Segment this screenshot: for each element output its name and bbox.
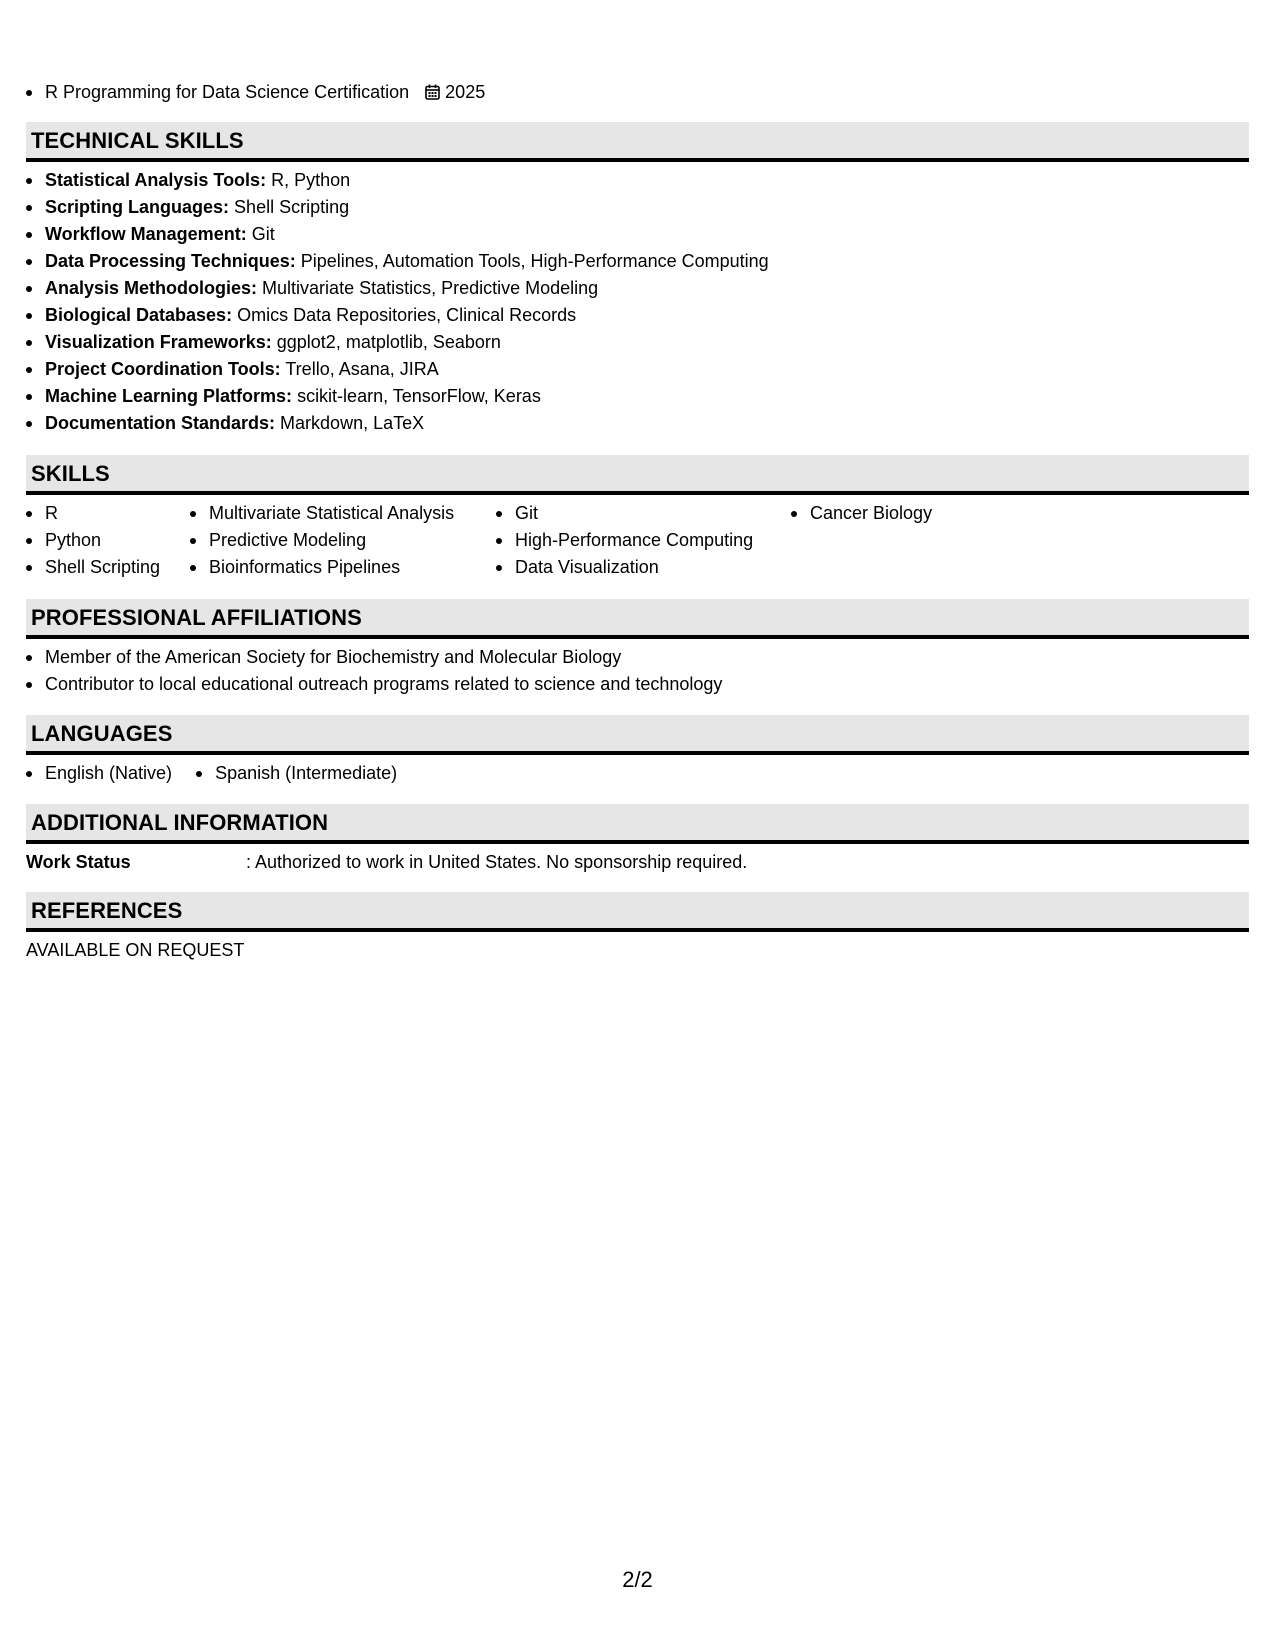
additional-info-title: ADDITIONAL INFORMATION: [31, 810, 329, 835]
technical-skill-item: [26, 356, 769, 383]
skill-value: Multivariate Statistics, Predictive Modeling: [262, 278, 599, 298]
skill-value: Trello, Asana, JIRA: [285, 359, 439, 379]
skill-item: Shell Scripting: [26, 554, 160, 581]
skills-column: [496, 500, 753, 581]
work-status-value: : Authorized to work in United States. No sponsorship required.: [246, 852, 748, 872]
skill-value: scikit-learn, TensorFlow, Keras: [297, 386, 541, 406]
language-item: Spanish (Intermediate): [196, 760, 397, 787]
skill-value: Shell Scripting: [234, 197, 350, 217]
skill-label: Machine Learning Platforms:: [45, 386, 293, 406]
skills-column: [26, 500, 160, 581]
affiliation-item: Contributor to local educational outreach programs related to science and technology: [26, 671, 722, 698]
skill-value: R, Python: [271, 170, 351, 190]
references-text: AVAILABLE ON REQUEST: [26, 940, 245, 960]
additional-info-heading: [26, 804, 1249, 844]
certification-item: [26, 79, 485, 108]
calendar-icon: [425, 81, 440, 108]
skills-column: [791, 500, 932, 527]
technical-skills-title: TECHNICAL SKILLS: [31, 128, 244, 153]
skill-value: ggplot2, matplotlib, Seaborn: [276, 332, 501, 352]
skill-item: Cancer Biology: [791, 500, 932, 527]
skill-item: Multivariate Statistical Analysis: [190, 500, 454, 527]
languages-list: [26, 760, 416, 787]
skill-label: Analysis Methodologies:: [45, 278, 258, 298]
technical-skill-item: [26, 221, 769, 248]
skill-value: Pipelines, Automation Tools, High-Performance Computing: [300, 251, 769, 271]
technical-skill-item: [26, 194, 769, 221]
skill-label: Scripting Languages:: [45, 197, 230, 217]
references-heading: [26, 892, 1249, 932]
affiliations-title: PROFESSIONAL AFFILIATIONS: [31, 605, 362, 630]
skill-item: Python: [26, 527, 160, 554]
technical-skills-list: [26, 167, 769, 437]
skill-item: R: [26, 500, 160, 527]
page-number: 2/2: [622, 1567, 653, 1592]
affiliation-item: Member of the American Society for Biochemistry and Molecular Biology: [26, 644, 722, 671]
skill-value: Git: [251, 224, 275, 244]
certification-title: R Programming for Data Science Certification: [45, 82, 410, 102]
technical-skill-item: [26, 383, 769, 410]
skills-title: SKILLS: [31, 461, 110, 486]
skill-item: Git: [496, 500, 753, 527]
skill-value: Omics Data Repositories, Clinical Records: [237, 305, 577, 325]
certification-list: [26, 79, 485, 108]
certification-year: 2025: [445, 82, 486, 102]
technical-skill-item: [26, 302, 769, 329]
skill-label: Documentation Standards:: [45, 413, 276, 433]
skill-value: Markdown, LaTeX: [280, 413, 425, 433]
affiliations-heading: [26, 599, 1249, 639]
work-status-label: Work Status: [26, 852, 131, 872]
skill-label: Visualization Frameworks:: [45, 332, 272, 352]
skill-label: Statistical Analysis Tools:: [45, 170, 267, 190]
skill-label: Project Coordination Tools:: [45, 359, 281, 379]
skill-item: Bioinformatics Pipelines: [190, 554, 454, 581]
language-item: English (Native): [26, 760, 172, 787]
references-title: REFERENCES: [31, 898, 183, 923]
technical-skill-item: [26, 167, 769, 194]
skill-label: Workflow Management:: [45, 224, 247, 244]
skills-heading: [26, 455, 1249, 495]
skill-item: High-Performance Computing: [496, 527, 753, 554]
technical-skill-item: [26, 275, 769, 302]
skill-item: Data Visualization: [496, 554, 753, 581]
languages-heading: [26, 715, 1249, 755]
technical-skill-item: [26, 248, 769, 275]
technical-skill-item: [26, 410, 769, 437]
affiliations-list: [26, 644, 722, 698]
technical-skill-item: [26, 329, 769, 356]
skill-label: Biological Databases:: [45, 305, 233, 325]
skills-column: [190, 500, 454, 581]
languages-title: LANGUAGES: [31, 721, 173, 746]
skill-label: Data Processing Techniques:: [45, 251, 296, 271]
technical-skills-heading: [26, 122, 1249, 162]
skill-item: Predictive Modeling: [190, 527, 454, 554]
